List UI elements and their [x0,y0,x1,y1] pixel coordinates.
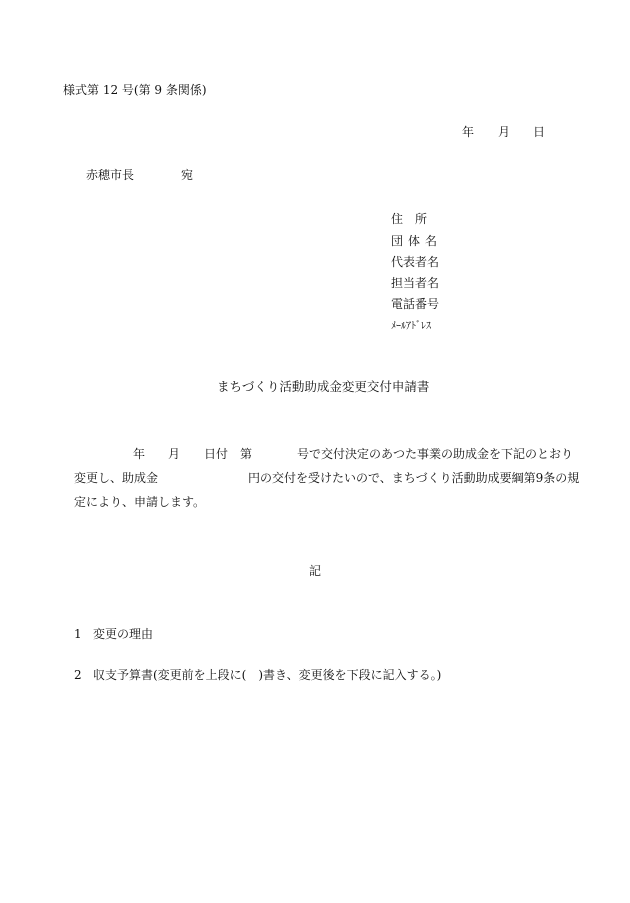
body-line3: 定により、申請します。 [74,495,206,509]
representative-label: 代表者名 [391,255,440,269]
item-2-text: 収支予算書(変更前を上段に( )書き、変更後を下段に記入する。) [93,668,442,682]
addressee-honorific: 宛 [181,168,194,182]
item-1-text: 変更の理由 [93,627,154,641]
item-1-number: 1 [74,627,82,641]
body-year-label: 年 [133,447,146,461]
date-day-label: 日 [533,125,546,139]
phone-label: 電話番号 [391,297,440,311]
ki-marker: 記 [309,564,322,578]
date-year-label: 年 [462,125,475,139]
body-line1-rest: 号で交付決定のあつた事業の助成金を下記のとおり [297,447,574,461]
body-line2-start: 変更し、助成金 [74,471,159,485]
contact-person-label: 担当者名 [391,276,440,290]
body-date-suffix: 日付 第 [204,447,253,461]
group-name-label: 団体名 [391,234,443,248]
item-2-number: 2 [74,668,82,682]
form-number: 様式第 12 号(第 9 条関係) [63,83,207,97]
document-title: まちづくり活動助成金変更交付申請書 [217,379,430,394]
address-label: 住 所 [391,212,428,226]
body-month-label: 月 [168,447,181,461]
body-line2-rest: 円の交付を受けたいので、まちづくり活動助成要綱第9条の規 [248,471,580,485]
email-label: ﾒｰﾙｱﾄﾞﾚｽ [391,321,431,332]
addressee-title: 赤穂市長 [86,168,135,182]
date-month-label: 月 [498,125,511,139]
